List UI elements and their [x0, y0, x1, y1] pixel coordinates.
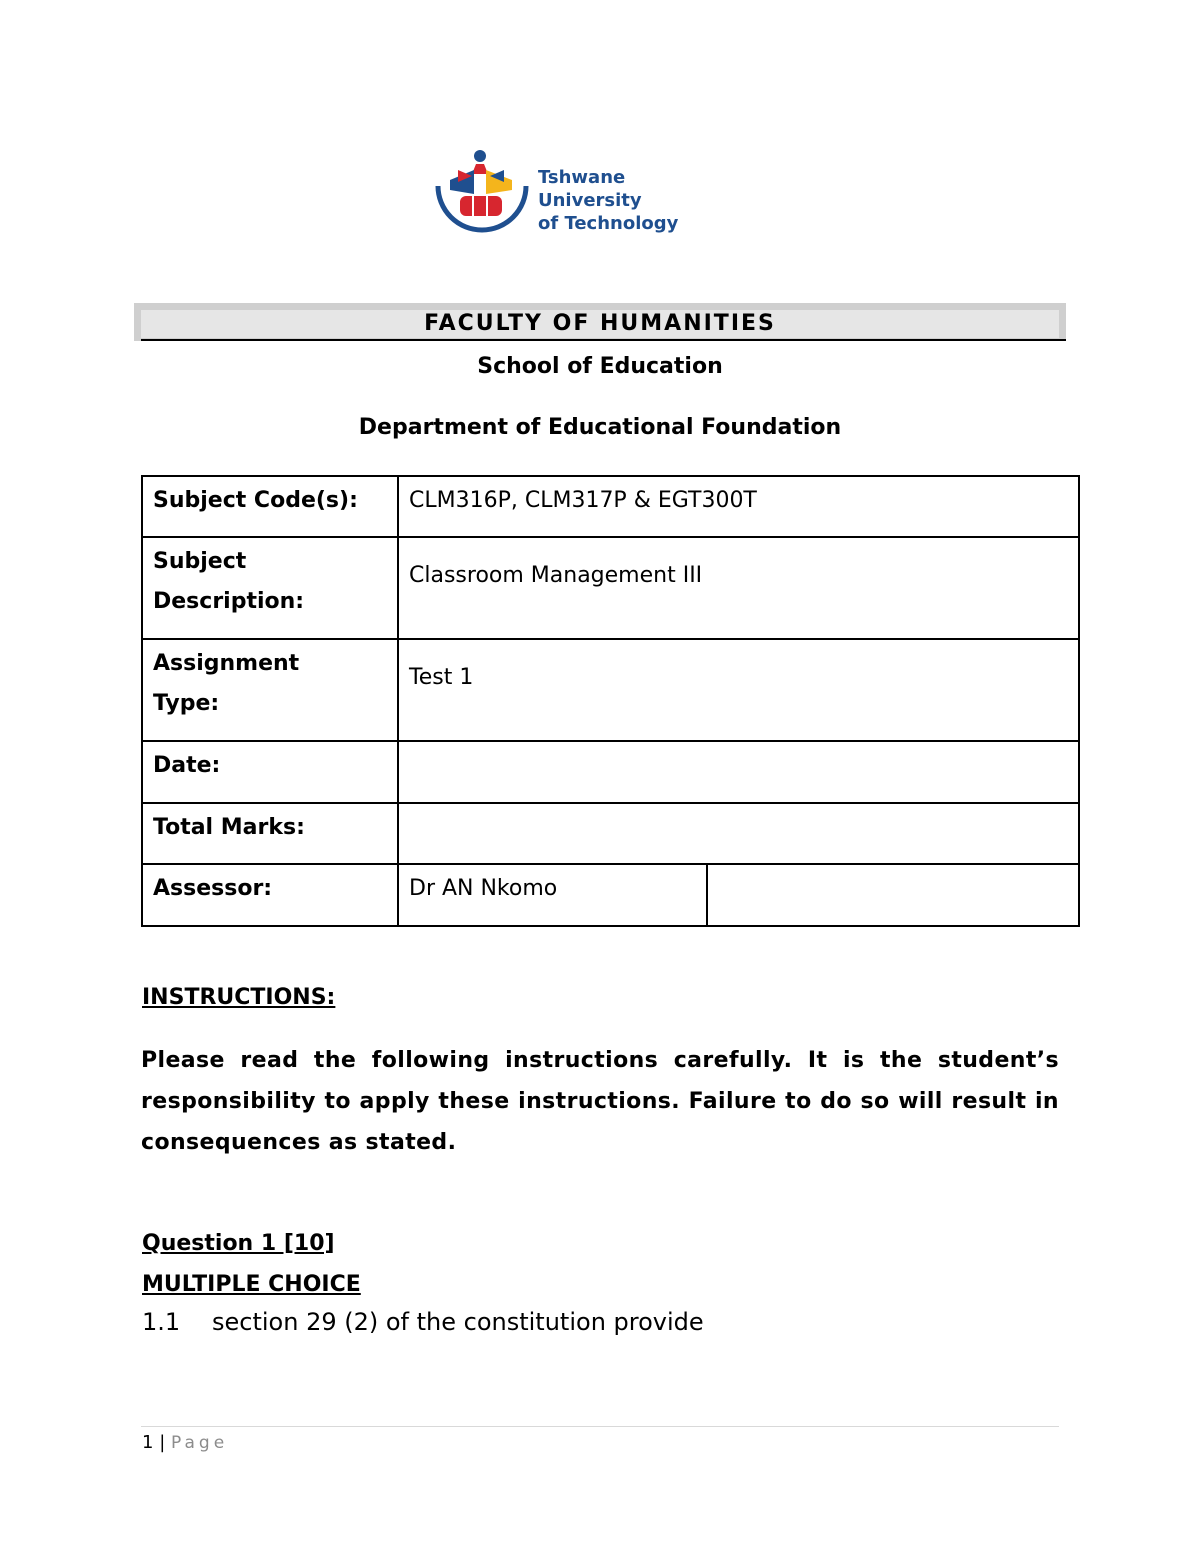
- question-item: [142, 1308, 704, 1336]
- page-label: Page: [171, 1433, 229, 1453]
- faculty-banner: [134, 303, 1066, 341]
- footer-divider: [141, 1426, 1059, 1427]
- table-row: [142, 476, 1079, 537]
- footer-separator: |: [159, 1432, 166, 1453]
- table-row: [142, 803, 1079, 864]
- question-type: MULTIPLE CHOICE: [142, 1272, 361, 1297]
- subject-description-label-line-2: Description:: [153, 589, 305, 614]
- total-marks-label: Total Marks:: [142, 803, 398, 864]
- instructions-text: Please read the following instructions carefully. It is the student’s responsibility to apply these instructions. Failure to do so will result in consequences as stated.: [141, 1048, 1059, 1155]
- table-row: [142, 741, 1079, 803]
- logo-line-1: Tshwane University: [538, 167, 642, 211]
- table-row: [142, 864, 1079, 926]
- subject-description-label-line-1: Subject: [153, 549, 247, 574]
- faculty-title: FACULTY OF HUMANITIES: [424, 311, 776, 336]
- question-item-number: 1.1: [142, 1308, 181, 1336]
- date-value: [398, 741, 1079, 803]
- question-heading: Question 1 [10]: [142, 1231, 335, 1256]
- logo-wordmark: [538, 166, 722, 235]
- university-emblem-icon: [432, 148, 532, 240]
- assignment-type-label-line-2: Type:: [153, 691, 220, 716]
- logo-line-2: of Technology: [538, 213, 679, 234]
- assessor-value: Dr AN Nkomo: [398, 864, 707, 926]
- faculty-underline: [141, 339, 1066, 341]
- date-label: Date:: [142, 741, 398, 803]
- subject-code-value: CLM316P, CLM317P & EGT300T: [398, 476, 1079, 537]
- assignment-type-value: Test 1: [398, 639, 1079, 741]
- subject-description-label: [142, 537, 398, 639]
- instructions-heading: INSTRUCTIONS:: [142, 985, 336, 1010]
- school-title: School of Education: [477, 354, 723, 379]
- university-logo: [432, 148, 722, 240]
- total-marks-value: [398, 803, 1079, 864]
- assignment-type-label-line-1: Assignment: [153, 651, 300, 676]
- page-footer: [142, 1432, 228, 1453]
- subject-code-label: Subject Code(s):: [142, 476, 398, 537]
- question-item-text: section 29 (2) of the constitution provide: [212, 1308, 704, 1336]
- page-number: 1: [142, 1432, 154, 1453]
- assessor-extra-cell: [707, 864, 1079, 926]
- subject-info-table: [141, 475, 1080, 927]
- subject-description-value: Classroom Management III: [398, 537, 1079, 639]
- assignment-type-label: [142, 639, 398, 741]
- assessor-label: Assessor:: [142, 864, 398, 926]
- department-title: Department of Educational Foundation: [358, 415, 842, 440]
- table-row: [142, 537, 1079, 639]
- table-row: [142, 639, 1079, 741]
